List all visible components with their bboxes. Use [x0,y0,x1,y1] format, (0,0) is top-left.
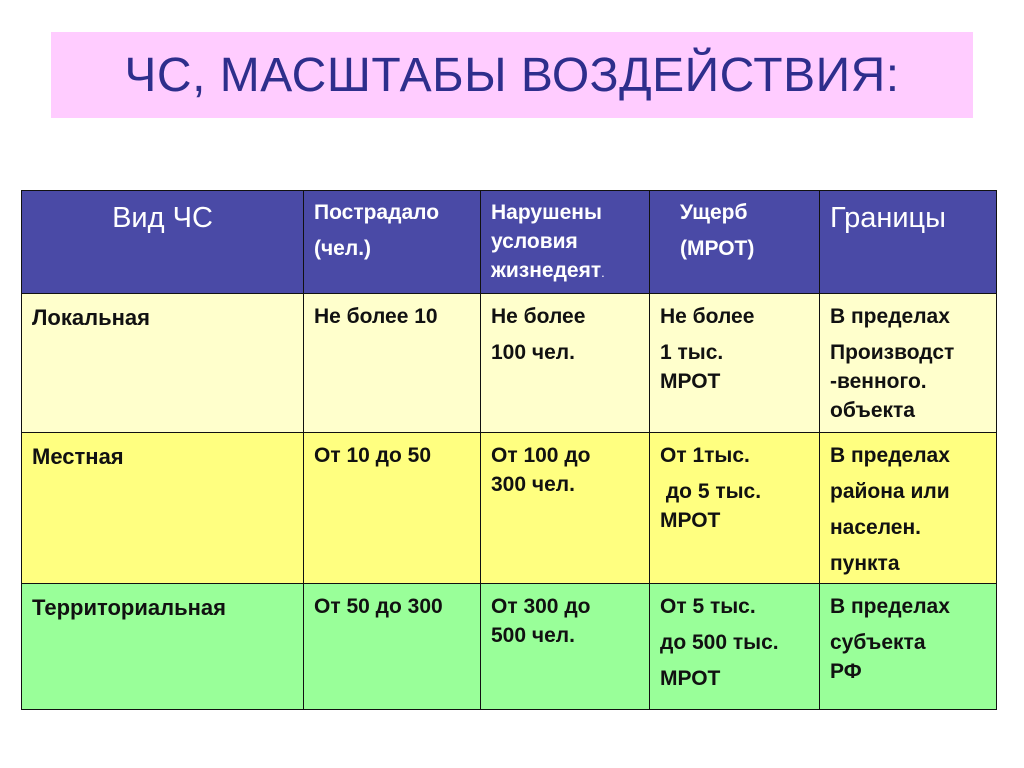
cell-borders [820,294,997,433]
header-disrupted-line-3: жизнедеят [491,259,602,282]
cell-type [22,584,304,710]
header-disrupted-line-2: условия [491,230,578,253]
header-damage [650,191,820,294]
emergency-scale-table [21,190,997,710]
row-type-label: Территориальная [32,595,226,620]
header-borders-label: Границы [830,202,946,234]
row-borders-line: В пределах [830,305,950,328]
row-borders-line: Производст [830,341,955,364]
cell-victims [304,584,481,710]
row-borders-line: В пределах [830,444,950,467]
header-disrupted-dot: . [601,265,605,280]
row-type-label: Локальная [32,305,150,330]
table-row-local [22,294,997,433]
row-damage-line: до 500 тыс. [660,631,779,654]
header-type [22,191,304,294]
row-borders-line: населен. [830,516,921,539]
row-type-label: Местная [32,444,124,469]
cell-victims [304,294,481,433]
cell-type [22,433,304,584]
row-disrupted-line: Не более [491,305,586,328]
row-disrupted-line: 500 чел. [491,624,575,647]
cell-damage [650,294,820,433]
row-disrupted-line: От 100 до [491,444,591,467]
title-banner [51,32,973,118]
cell-borders [820,584,997,710]
row-borders-line: В пределах [830,595,950,618]
header-damage-line-1: Ущерб [680,201,748,224]
row-borders-line: -венного. [830,370,927,393]
row-borders-line: района или [830,480,950,503]
row-borders-line: субъекта [830,631,926,654]
row-borders-line: объекта [830,399,915,422]
cell-disrupted [481,294,650,433]
row-damage-line: МРОТ [660,509,721,532]
cell-type [22,294,304,433]
header-disrupted-line-1: Нарушены [491,201,602,224]
row-borders-line: пункта [830,552,900,575]
table-row-local-area [22,433,997,584]
row-borders-line: РФ [830,660,862,683]
cell-borders [820,433,997,584]
row-damage-line: до 5 тыс. [660,480,762,503]
header-type-label: Вид ЧС [112,202,213,234]
header-borders [820,191,997,294]
table-row-territorial [22,584,997,710]
row-damage-line: МРОТ [660,370,721,393]
header-damage-line-2: (МРОТ) [680,237,755,260]
cell-damage [650,584,820,710]
row-victims-value: От 50 до 300 [314,595,443,618]
header-victims-line-1: Пострадало [314,201,440,224]
cell-disrupted [481,433,650,584]
header-victims-line-2: (чел.) [314,237,372,260]
row-damage-line: От 5 тыс. [660,595,756,618]
cell-damage [650,433,820,584]
cell-victims [304,433,481,584]
cell-disrupted [481,584,650,710]
row-disrupted-line: 300 чел. [491,473,575,496]
header-victims [304,191,481,294]
row-damage-line: МРОТ [660,667,721,690]
row-damage-line: Не более [660,305,755,328]
row-damage-line: 1 тыс. [660,341,724,364]
table-header-row [22,191,997,294]
row-victims-value: Не более 10 [314,305,438,328]
row-disrupted-line: От 300 до [491,595,591,618]
row-victims-value: От 10 до 50 [314,444,431,467]
header-disrupted [481,191,650,294]
row-damage-line: От 1тыс. [660,444,750,467]
page-title: ЧС, МАСШТАБЫ ВОЗДЕЙСТВИЯ: [124,48,900,102]
row-disrupted-line: 100 чел. [491,341,575,364]
